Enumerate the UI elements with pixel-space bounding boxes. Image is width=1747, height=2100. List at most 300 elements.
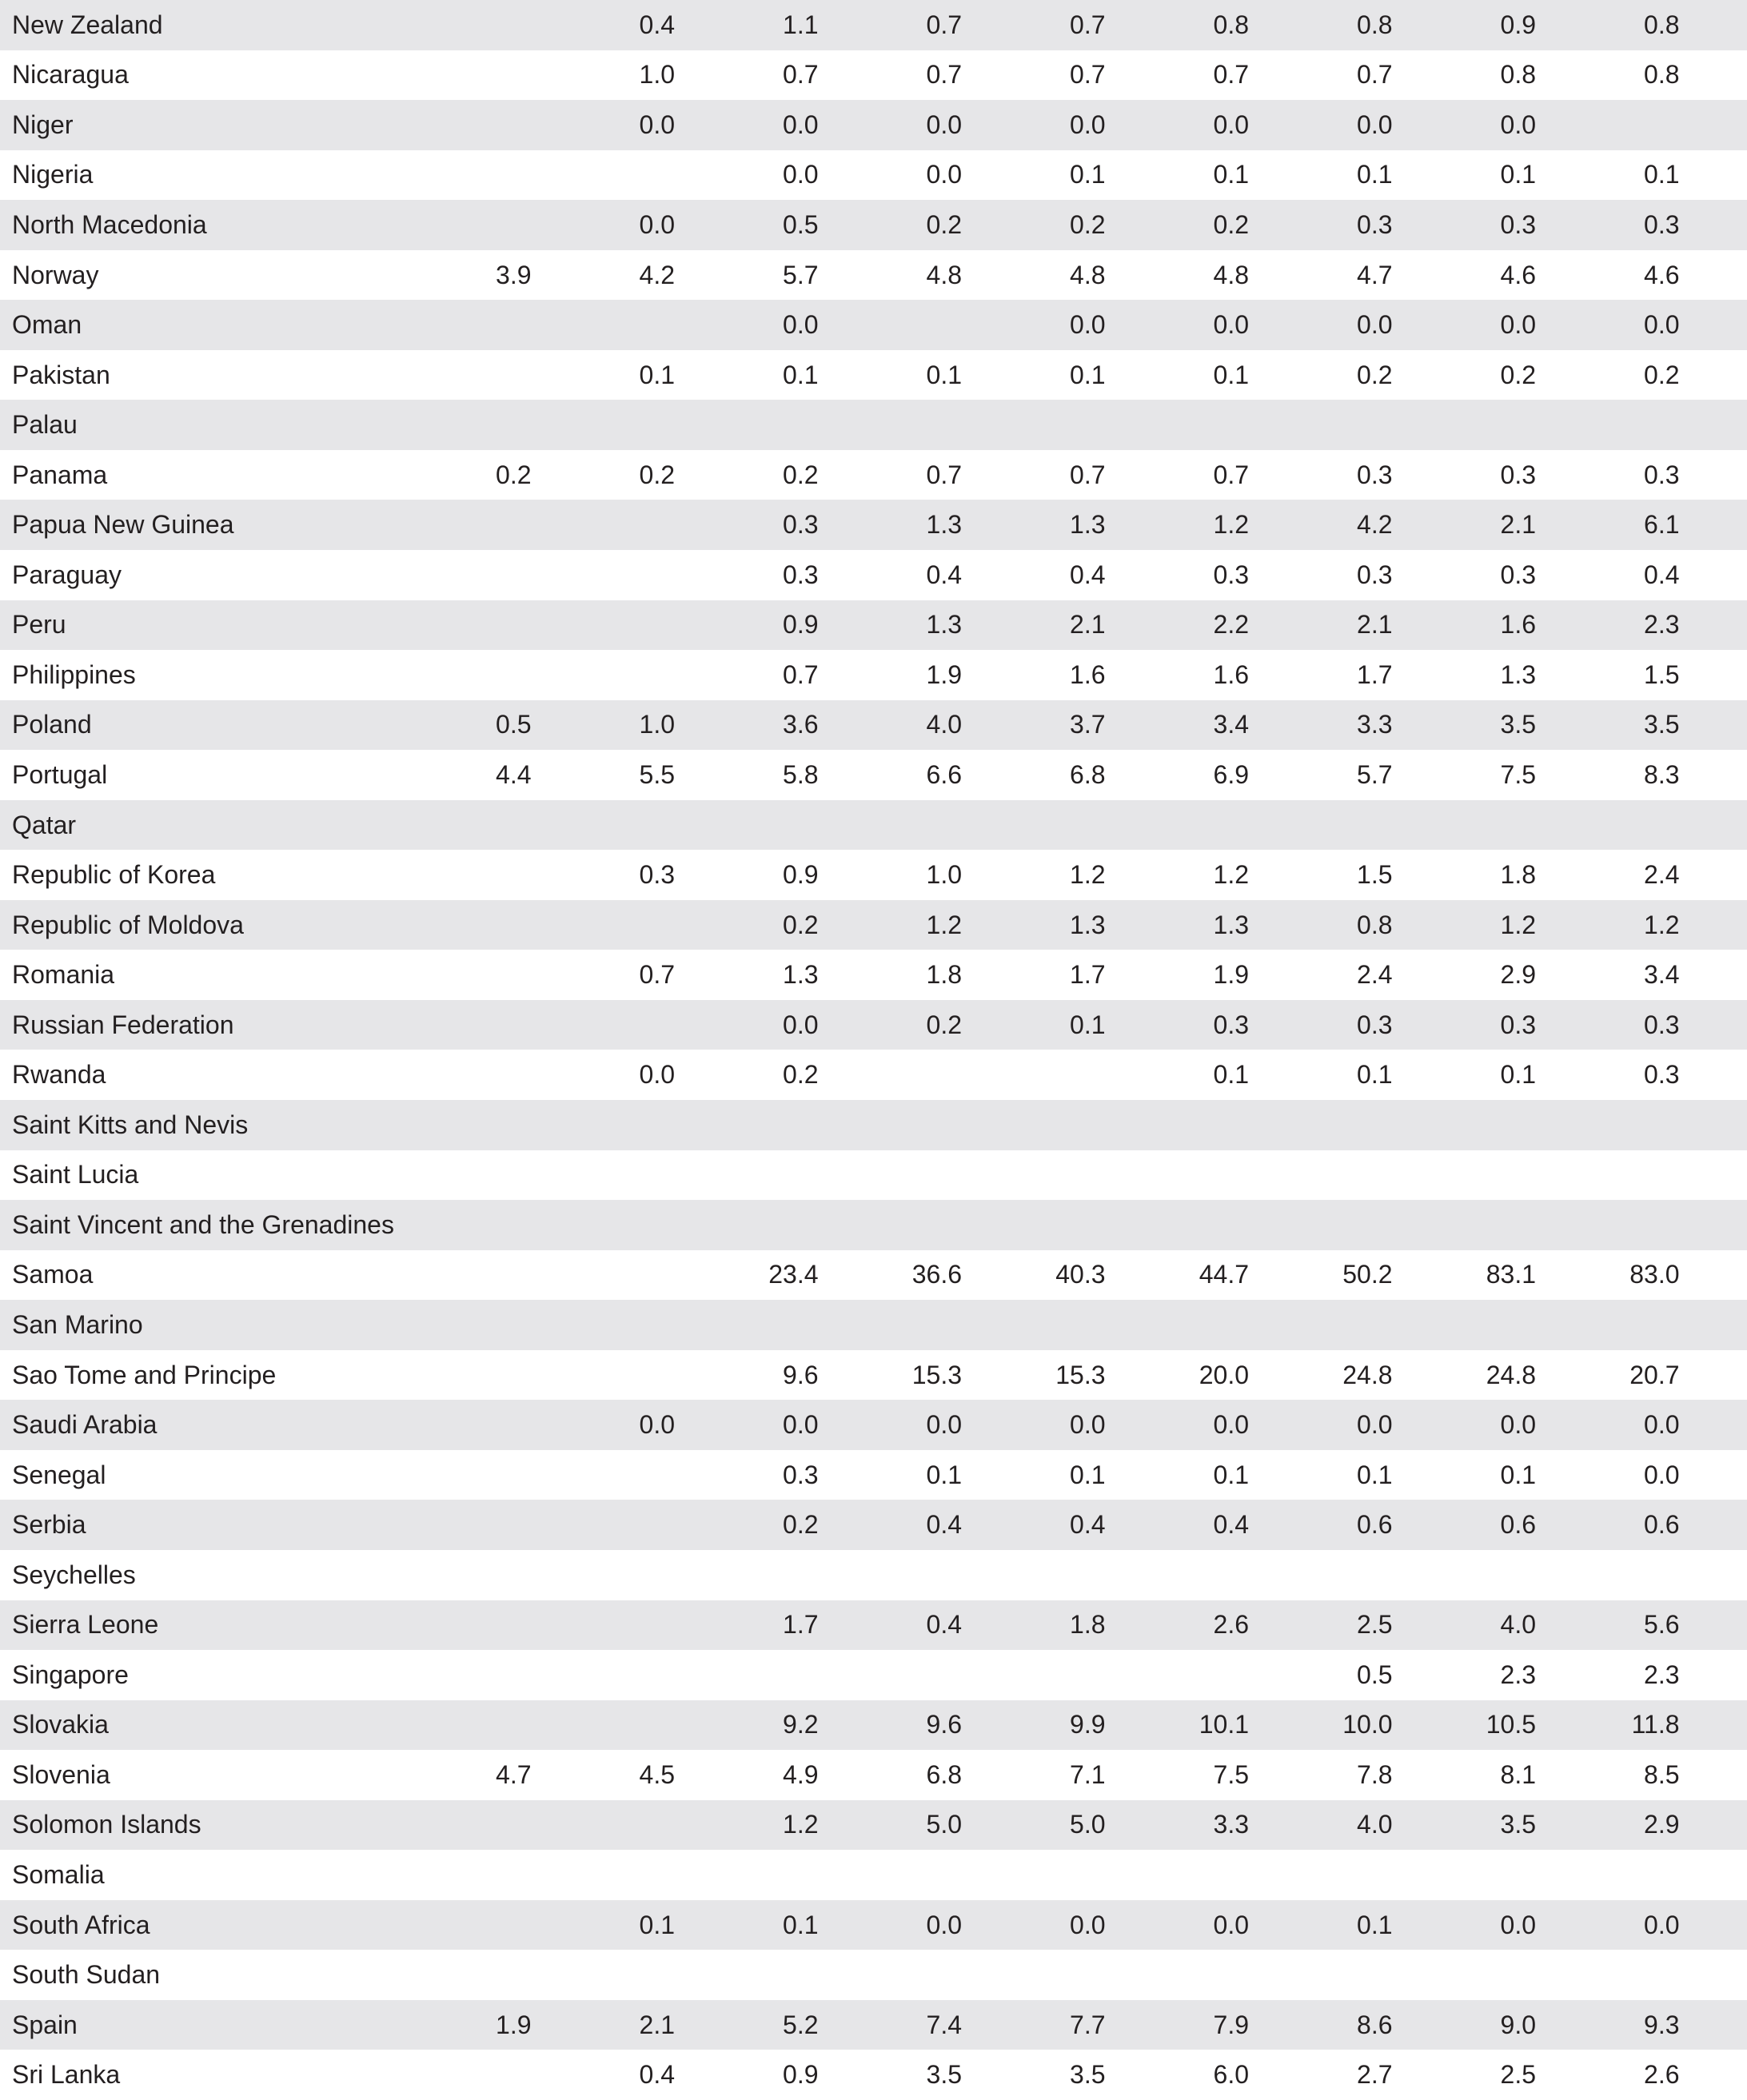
value-cell-col-3: 0.7 [783,60,819,90]
value-cell-col-3: 0.2 [783,1060,819,1090]
value-cell-col-6: 1.2 [1213,860,1249,890]
table-row [0,2050,1747,2100]
value-cell-col-3: 0.0 [783,1410,819,1440]
table-row [0,150,1747,201]
table-row [0,900,1747,950]
value-cell-col-9: 0.2 [1644,360,1680,389]
value-cell-col-8: 4.0 [1500,1610,1536,1640]
value-cell-col-2: 5.5 [639,759,675,789]
value-cell-col-9: 2.4 [1644,860,1680,890]
value-cell-col-5: 1.3 [1070,510,1106,540]
value-cell-col-9: 83.0 [1629,1260,1680,1289]
value-cell-col-7: 4.2 [1357,510,1393,540]
value-cell-col-4: 4.8 [926,260,962,289]
value-cell-col-5: 0.0 [1070,1910,1106,1939]
country-name: Rwanda [12,1060,106,1090]
value-cell-col-3: 5.2 [783,2010,819,2039]
value-cell-col-4: 5.0 [926,1810,962,1839]
country-name: Romania [12,960,115,990]
value-cell-col-6: 0.7 [1213,460,1249,489]
value-cell-col-4: 0.0 [926,1410,962,1440]
value-cell-col-6: 0.1 [1213,360,1249,389]
value-cell-col-4: 0.2 [926,1010,962,1039]
value-cell-col-2: 2.1 [639,2010,675,2039]
value-cell-col-8: 7.5 [1500,759,1536,789]
table-row [0,400,1747,450]
value-cell-col-6: 0.3 [1213,1010,1249,1039]
value-cell-col-6: 0.4 [1213,1510,1249,1540]
country-name: Republic of Moldova [12,910,244,939]
value-cell-col-9: 3.5 [1644,710,1680,739]
country-name: Papua New Guinea [12,510,234,540]
table-row [0,300,1747,350]
value-cell-col-4: 1.3 [926,610,962,640]
value-cell-col-7: 0.3 [1357,460,1393,489]
value-cell-col-9: 0.3 [1644,1060,1680,1090]
country-name: Philippines [12,659,136,689]
table-row [0,1400,1747,1450]
value-cell-col-4: 6.6 [926,759,962,789]
value-cell-col-8: 1.3 [1500,659,1536,689]
value-cell-col-9: 6.1 [1644,510,1680,540]
value-cell-col-6: 10.1 [1199,1710,1249,1739]
value-cell-col-9: 0.3 [1644,1010,1680,1039]
value-cell-col-6: 0.3 [1213,560,1249,589]
value-cell-col-7: 2.1 [1357,610,1393,640]
country-name: Samoa [12,1260,94,1289]
value-cell-col-6: 1.9 [1213,960,1249,990]
value-cell-col-3: 1.3 [783,960,819,990]
table-row [0,1200,1747,1250]
value-cell-col-5: 40.3 [1055,1260,1106,1289]
value-cell-col-3: 3.6 [783,710,819,739]
value-cell-col-7: 0.0 [1357,110,1393,139]
value-cell-col-3: 4.9 [783,1759,819,1789]
value-cell-col-5: 0.0 [1070,310,1106,340]
value-cell-col-3: 1.2 [783,1810,819,1839]
value-cell-col-7: 2.5 [1357,1610,1393,1640]
table-row [0,700,1747,751]
value-cell-col-9: 8.5 [1644,1759,1680,1789]
value-cell-col-7: 7.8 [1357,1759,1393,1789]
value-cell-col-2: 0.0 [639,209,675,239]
value-cell-col-5: 0.7 [1070,60,1106,90]
country-name: South Sudan [12,1960,161,1990]
value-cell-col-8: 1.8 [1500,860,1536,890]
value-cell-col-4: 0.4 [926,560,962,589]
value-cell-col-6: 0.0 [1213,110,1249,139]
value-cell-col-3: 0.3 [783,510,819,540]
value-cell-col-4: 0.7 [926,60,962,90]
country-name: Panama [12,460,108,489]
value-cell-col-5: 0.0 [1070,110,1106,139]
value-cell-col-8: 0.1 [1500,1060,1536,1090]
value-cell-col-8: 0.0 [1500,110,1536,139]
table-row [0,1750,1747,1800]
value-cell-col-5: 0.4 [1070,1510,1106,1540]
value-cell-col-9: 0.8 [1644,60,1680,90]
value-cell-col-5: 1.3 [1070,910,1106,939]
value-cell-col-7: 0.7 [1357,60,1393,90]
value-cell-col-8: 2.3 [1500,1660,1536,1689]
value-cell-col-8: 0.0 [1500,310,1536,340]
value-cell-col-5: 15.3 [1055,1360,1106,1389]
value-cell-col-6: 0.0 [1213,310,1249,340]
value-cell-col-7: 8.6 [1357,2010,1393,2039]
value-cell-col-2: 1.0 [639,60,675,90]
table-row [0,600,1747,651]
country-name: Republic of Korea [12,860,216,890]
country-name: San Marino [12,1309,143,1339]
value-cell-col-6: 7.5 [1213,1759,1249,1789]
value-cell-col-9: 2.3 [1644,610,1680,640]
value-cell-col-3: 0.7 [783,659,819,689]
value-cell-col-3: 9.2 [783,1710,819,1739]
value-cell-col-9: 0.8 [1644,10,1680,39]
value-cell-col-2: 0.3 [639,860,675,890]
value-cell-col-9: 0.0 [1644,1460,1680,1489]
value-cell-col-7: 24.8 [1342,1360,1393,1389]
country-name: Poland [12,710,92,739]
value-cell-col-3: 23.4 [768,1260,819,1289]
value-cell-col-6: 0.1 [1213,160,1249,189]
value-cell-col-9: 2.3 [1644,1660,1680,1689]
value-cell-col-3: 0.9 [783,610,819,640]
value-cell-col-9: 20.7 [1629,1360,1680,1389]
country-name: New Zealand [12,10,163,39]
value-cell-col-3: 5.8 [783,759,819,789]
country-name: Slovakia [12,1710,109,1739]
value-cell-col-2: 0.2 [639,460,675,489]
value-cell-col-3: 0.0 [783,160,819,189]
value-cell-col-1: 4.4 [496,759,532,789]
value-cell-col-4: 0.0 [926,110,962,139]
value-cell-col-2: 0.0 [639,110,675,139]
value-cell-col-6: 0.8 [1213,10,1249,39]
table-row [0,850,1747,900]
value-cell-col-5: 7.7 [1070,2010,1106,2039]
table-row [0,450,1747,500]
value-cell-col-8: 0.6 [1500,1510,1536,1540]
country-name: Oman [12,310,82,340]
value-cell-col-8: 1.2 [1500,910,1536,939]
table-row [0,1300,1747,1350]
table-row [0,550,1747,600]
value-cell-col-9: 2.6 [1644,2060,1680,2090]
value-cell-col-6: 4.8 [1213,260,1249,289]
value-cell-col-4: 1.0 [926,860,962,890]
value-cell-col-3: 0.1 [783,1910,819,1939]
value-cell-col-7: 0.8 [1357,10,1393,39]
country-name: Saudi Arabia [12,1410,158,1440]
value-cell-col-9: 2.9 [1644,1810,1680,1839]
value-cell-col-5: 1.6 [1070,659,1106,689]
table-row [0,1850,1747,1900]
value-cell-col-4: 36.6 [911,1260,962,1289]
value-cell-col-6: 0.0 [1213,1910,1249,1939]
value-cell-col-3: 0.2 [783,460,819,489]
value-cell-col-8: 0.3 [1500,460,1536,489]
value-cell-col-5: 0.4 [1070,560,1106,589]
value-cell-col-3: 0.0 [783,310,819,340]
value-cell-col-9: 0.3 [1644,209,1680,239]
table-row [0,1950,1747,2000]
value-cell-col-7: 0.3 [1357,560,1393,589]
value-cell-col-6: 0.2 [1213,209,1249,239]
country-name: Seychelles [12,1560,136,1589]
value-cell-col-9: 0.3 [1644,460,1680,489]
value-cell-col-4: 1.3 [926,510,962,540]
value-cell-col-5: 7.1 [1070,1759,1106,1789]
country-name: Sierra Leone [12,1610,159,1640]
table-row [0,1000,1747,1050]
value-cell-col-4: 3.5 [926,2060,962,2090]
value-cell-col-8: 8.1 [1500,1759,1536,1789]
value-cell-col-4: 0.4 [926,1610,962,1640]
value-cell-col-3: 0.5 [783,209,819,239]
country-name: Portugal [12,759,108,789]
value-cell-col-7: 0.8 [1357,910,1393,939]
table-row [0,650,1747,700]
table-row [0,1150,1747,1201]
value-cell-col-9: 5.6 [1644,1610,1680,1640]
value-cell-col-6: 1.6 [1213,659,1249,689]
value-cell-col-5: 3.7 [1070,710,1106,739]
country-name: Palau [12,410,78,440]
value-cell-col-3: 0.9 [783,2060,819,2090]
value-cell-col-8: 0.1 [1500,160,1536,189]
value-cell-col-7: 0.1 [1357,1060,1393,1090]
value-cell-col-8: 0.2 [1500,360,1536,389]
country-name: Nicaragua [12,60,129,90]
value-cell-col-8: 0.1 [1500,1460,1536,1489]
country-name: Russian Federation [12,1010,234,1039]
value-cell-col-3: 5.7 [783,260,819,289]
value-cell-col-6: 6.9 [1213,759,1249,789]
table-row [0,1800,1747,1851]
value-cell-col-4: 0.2 [926,209,962,239]
table-row [0,1900,1747,1951]
value-cell-col-5: 0.1 [1070,1460,1106,1489]
value-cell-col-1: 3.9 [496,260,532,289]
value-cell-col-3: 1.7 [783,1610,819,1640]
value-cell-col-6: 1.2 [1213,510,1249,540]
country-name: Paraguay [12,560,122,589]
table-row [0,200,1747,250]
value-cell-col-8: 2.9 [1500,960,1536,990]
value-cell-col-9: 1.2 [1644,910,1680,939]
value-cell-col-7: 5.7 [1357,759,1393,789]
value-cell-col-1: 0.2 [496,460,532,489]
value-cell-col-2: 4.2 [639,260,675,289]
value-cell-col-5: 9.9 [1070,1710,1106,1739]
value-cell-col-7: 0.1 [1357,1460,1393,1489]
value-cell-col-8: 0.8 [1500,60,1536,90]
value-cell-col-5: 1.7 [1070,960,1106,990]
value-cell-col-1: 1.9 [496,2010,532,2039]
value-cell-col-8: 3.5 [1500,1810,1536,1839]
value-cell-col-1: 4.7 [496,1759,532,1789]
table-row [0,350,1747,400]
value-cell-col-4: 0.0 [926,160,962,189]
value-cell-col-8: 1.6 [1500,610,1536,640]
country-name: Niger [12,110,74,139]
value-cell-col-4: 0.1 [926,360,962,389]
value-cell-col-7: 2.4 [1357,960,1393,990]
table-row [0,1650,1747,1700]
value-cell-col-2: 0.7 [639,960,675,990]
table-row [0,250,1747,301]
value-cell-col-4: 0.0 [926,1910,962,1939]
value-cell-col-9: 0.4 [1644,560,1680,589]
value-cell-col-6: 0.7 [1213,60,1249,90]
table-row [0,1550,1747,1600]
value-cell-col-5: 5.0 [1070,1810,1106,1839]
value-cell-col-5: 1.2 [1070,860,1106,890]
value-cell-col-7: 0.2 [1357,360,1393,389]
value-cell-col-2: 0.1 [639,360,675,389]
value-cell-col-7: 4.0 [1357,1810,1393,1839]
value-cell-col-7: 50.2 [1342,1260,1393,1289]
country-name: Solomon Islands [12,1810,201,1839]
country-name: Spain [12,2010,78,2039]
country-name: Senegal [12,1460,106,1489]
value-cell-col-6: 3.3 [1213,1810,1249,1839]
value-cell-col-9: 9.3 [1644,2010,1680,2039]
value-cell-col-5: 0.1 [1070,1010,1106,1039]
value-cell-col-8: 2.1 [1500,510,1536,540]
table-row [0,1700,1747,1751]
value-cell-col-7: 0.0 [1357,310,1393,340]
value-cell-col-4: 6.8 [926,1759,962,1789]
value-cell-col-4: 15.3 [911,1360,962,1389]
value-cell-col-7: 0.3 [1357,1010,1393,1039]
value-cell-col-8: 4.6 [1500,260,1536,289]
country-name: Sao Tome and Principe [12,1360,277,1389]
value-cell-col-4: 7.4 [926,2010,962,2039]
value-cell-col-4: 0.1 [926,1460,962,1489]
value-cell-col-3: 9.6 [783,1360,819,1389]
value-cell-col-2: 0.0 [639,1060,675,1090]
table-row [0,1100,1747,1150]
value-cell-col-3: 0.0 [783,110,819,139]
value-cell-col-8: 0.3 [1500,1010,1536,1039]
value-cell-col-7: 0.5 [1357,1660,1393,1689]
value-cell-col-4: 0.7 [926,10,962,39]
value-cell-col-8: 2.5 [1500,2060,1536,2090]
value-cell-col-3: 0.3 [783,560,819,589]
country-name: Slovenia [12,1759,110,1789]
value-cell-col-7: 2.7 [1357,2060,1393,2090]
value-cell-col-4: 1.8 [926,960,962,990]
value-cell-col-7: 4.7 [1357,260,1393,289]
table-row [0,750,1747,800]
value-cell-col-4: 1.9 [926,659,962,689]
value-cell-col-6: 1.3 [1213,910,1249,939]
value-cell-col-7: 0.1 [1357,160,1393,189]
table-row [0,1050,1747,1100]
value-cell-col-6: 2.6 [1213,1610,1249,1640]
value-cell-col-8: 0.9 [1500,10,1536,39]
value-cell-col-6: 2.2 [1213,610,1249,640]
country-name: Norway [12,260,99,289]
value-cell-col-5: 6.8 [1070,759,1106,789]
value-cell-col-4: 1.2 [926,910,962,939]
value-cell-col-7: 0.3 [1357,209,1393,239]
value-cell-col-6: 0.1 [1213,1460,1249,1489]
value-cell-col-5: 2.1 [1070,610,1106,640]
value-cell-col-4: 9.6 [926,1710,962,1739]
value-cell-col-5: 0.1 [1070,360,1106,389]
table-row [0,500,1747,550]
value-cell-col-3: 0.3 [783,1460,819,1489]
value-cell-col-6: 3.4 [1213,710,1249,739]
value-cell-col-4: 0.4 [926,1510,962,1540]
value-cell-col-2: 0.4 [639,10,675,39]
value-cell-col-8: 0.0 [1500,1410,1536,1440]
value-cell-col-9: 8.3 [1644,759,1680,789]
value-cell-col-8: 0.3 [1500,209,1536,239]
table-row [0,1500,1747,1550]
country-name: North Macedonia [12,209,207,239]
table-row [0,0,1747,50]
value-cell-col-9: 0.6 [1644,1510,1680,1540]
value-cell-col-2: 0.1 [639,1910,675,1939]
value-cell-col-9: 0.0 [1644,1910,1680,1939]
value-cell-col-7: 0.0 [1357,1410,1393,1440]
country-name: Saint Lucia [12,1160,139,1189]
value-cell-col-9: 4.6 [1644,260,1680,289]
value-cell-col-7: 10.0 [1342,1710,1393,1739]
value-cell-col-5: 3.5 [1070,2060,1106,2090]
value-cell-col-6: 0.0 [1213,1410,1249,1440]
country-name: Saint Vincent and the Grenadines [12,1209,394,1239]
value-cell-col-8: 0.3 [1500,560,1536,589]
value-cell-col-2: 4.5 [639,1759,675,1789]
value-cell-col-5: 0.7 [1070,460,1106,489]
value-cell-col-8: 0.0 [1500,1910,1536,1939]
value-cell-col-7: 1.7 [1357,659,1393,689]
country-name: Pakistan [12,360,110,389]
value-cell-col-7: 0.6 [1357,1510,1393,1540]
table-row [0,800,1747,851]
value-cell-col-3: 1.1 [783,10,819,39]
value-cell-col-4: 0.7 [926,460,962,489]
value-cell-col-3: 0.2 [783,910,819,939]
country-name: Sri Lanka [12,2060,121,2090]
value-cell-col-1: 0.5 [496,710,532,739]
value-cell-col-8: 10.5 [1486,1710,1536,1739]
value-cell-col-8: 3.5 [1500,710,1536,739]
value-cell-col-9: 0.1 [1644,160,1680,189]
value-cell-col-6: 0.1 [1213,1060,1249,1090]
value-cell-col-8: 83.1 [1486,1260,1536,1289]
value-cell-col-7: 1.5 [1357,860,1393,890]
value-cell-col-8: 24.8 [1486,1360,1536,1389]
value-cell-col-6: 44.7 [1199,1260,1249,1289]
value-cell-col-5: 1.8 [1070,1610,1106,1640]
value-cell-col-9: 0.0 [1644,310,1680,340]
country-name: Peru [12,610,66,640]
value-cell-col-8: 9.0 [1500,2010,1536,2039]
table-row [0,2000,1747,2050]
value-cell-col-9: 1.5 [1644,659,1680,689]
country-name: Singapore [12,1660,129,1689]
country-name: Qatar [12,810,77,839]
value-cell-col-3: 0.0 [783,1010,819,1039]
value-cell-col-9: 11.8 [1631,1710,1680,1739]
value-cell-col-5: 0.2 [1070,209,1106,239]
